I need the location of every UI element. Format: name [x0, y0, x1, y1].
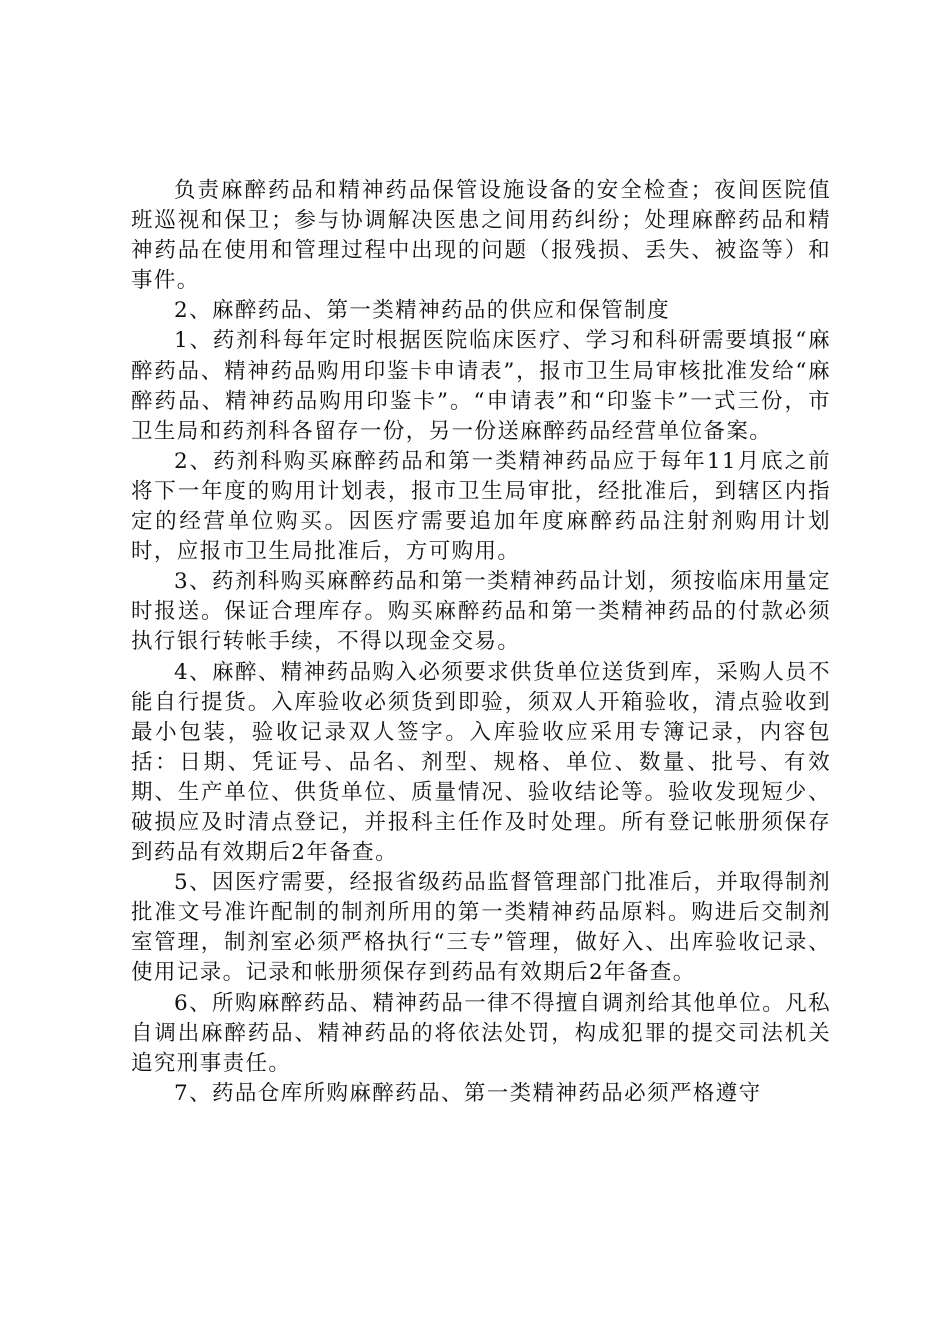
paragraph-item-1: 1、药剂科每年定时根据医院临床医疗、学习和科研需要填报“麻醉药品、精神药品购用印鉴卡申请表”，报市卫生局审核批准发给“麻醉药品、精神药品购用印鉴卡”。“申请表”和“印鉴卡”一式三份，市卫生局和药剂科各留存一份，另一份送麻醉药品经营单位备案。	[131, 328, 831, 444]
section-heading-supply-storage: 2、麻醉药品、第一类精神药品的供应和保管制度	[174, 298, 670, 324]
paragraph-item-6: 6、所购麻醉药品、精神药品一律不得擅自调剂给其他单位。凡私自调出麻醉药品、精神药品的将依法处罚，构成犯罪的提交司法机关追究刑事责任。	[131, 990, 831, 1076]
paragraph-item-2: 2、药剂科购买麻醉药品和第一类精神药品应于每年11月底之前将下一年度的购用计划表，报市卫生局审批，经批准后，到辖区内指定的经营单位购买。因医疗需要追加年度麻醉药品注射剂购用计划时，应报市卫生局批准后，方可购用。	[131, 448, 831, 565]
paragraph-item-5: 5、因医疗需要，经报省级药品监督管理部门批准后，并取得制剂批准文号准许配制的制剂所用的第一类精神药品原料。购进后交制剂室管理，制剂室必须严格执行“三专”管理，做好入、出库验收记录、使用记录。记录和帐册须保存到药品有效期后2年备查。	[131, 870, 831, 986]
paragraph-item-4: 4、麻醉、精神药品购入必须要求供货单位送货到库，采购人员不能自行提货。入库验收必须货到即验，须双人开箱验收，清点验收到最小包装，验收记录双人签字。入库验收应采用专簿记录，内容包括：日期、凭证号、品名、剂型、规格、单位、数量、批号、有效期、生产单位、供货单位、质量情况、验收结论等。验收发现短少、破损应及时清点登记，并报科主任作及时处理。所有登记帐册须保存到药品有效期后2年备查。	[131, 659, 831, 866]
paragraph-duties: 负责麻醉药品和精神药品保管设施设备的安全检查；夜间医院值班巡视和保卫；参与协调解决医患之间用药纠纷；处理麻醉药品和精神药品在使用和管理过程中出现的问题（报残损、丢失、被盗等）和事件。	[131, 178, 831, 294]
paragraph-item-7: 7、药品仓库所购麻醉药品、第一类精神药品必须严格遵守	[174, 1080, 762, 1106]
paragraph-item-3: 3、药剂科购买麻醉药品和第一类精神药品计划，须按临床用量定时报送。保证合理库存。购买麻醉药品和第一类精神药品的付款必须执行银行转帐手续，不得以现金交易。	[131, 569, 831, 655]
document-body	[131, 176, 831, 1109]
